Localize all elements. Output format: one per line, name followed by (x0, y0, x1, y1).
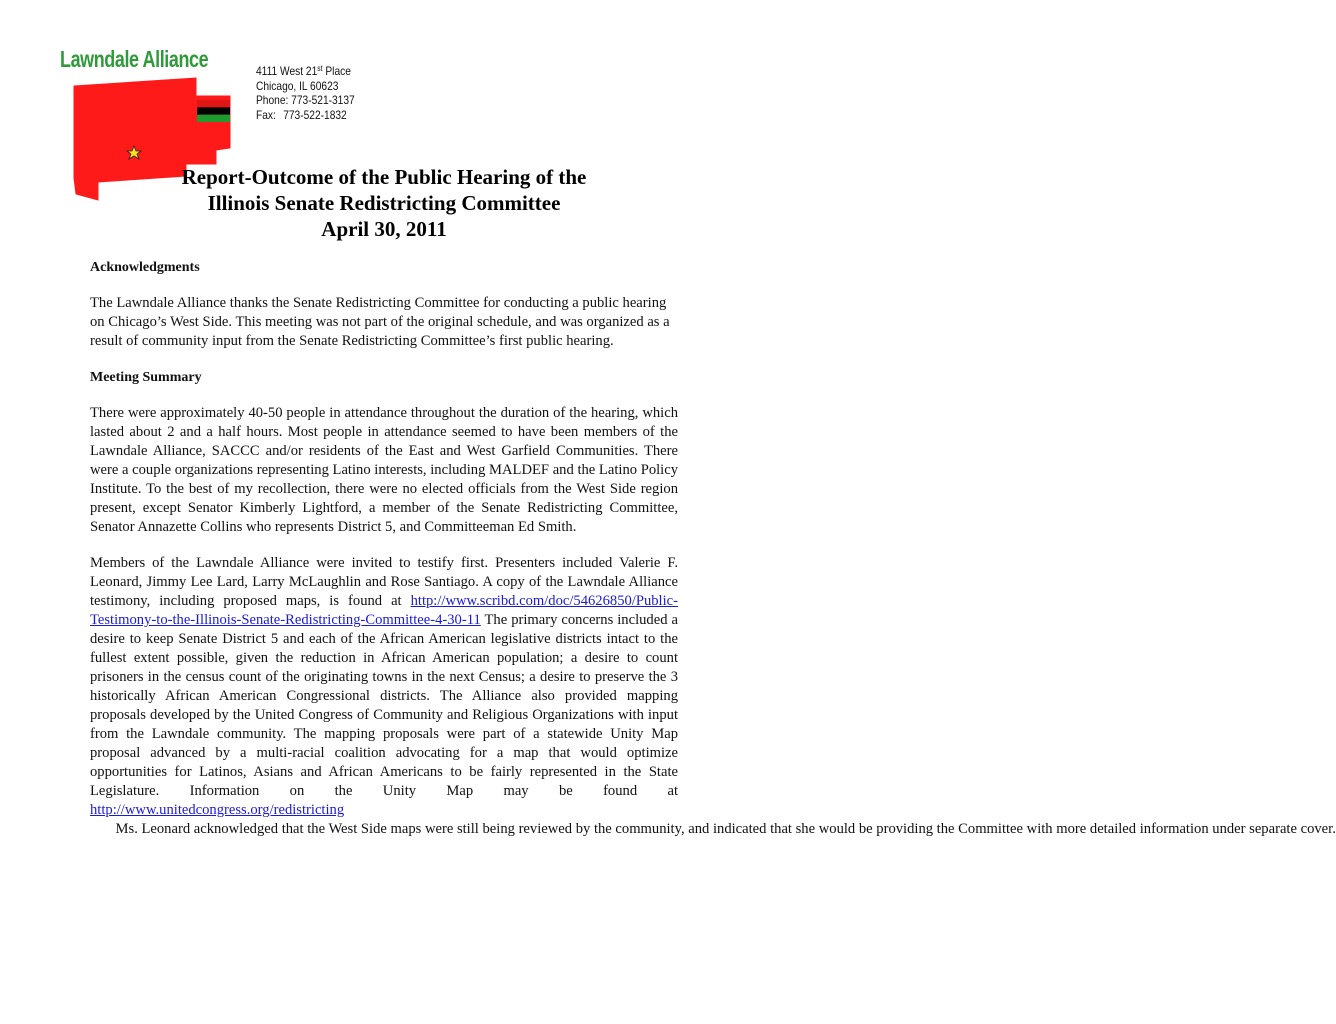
testimony-link[interactable]: http://www.scribd.com/doc/54626850/Public-Testimony-to-the-Illinois-Senate-Redistricting-Committee-4-30-11 (90, 593, 678, 628)
summary-paragraph-2: Members of the Lawndale Alliance were invited to testify first. Presenters included Valerie F. Leonard, Jimmy Lee Lard, Larry McLaughlin and Rose Santiago. A copy of the Lawndale Alliance testimony, including proposed maps, is found at http://www.scribd.com/doc/54626850/Public-Testimony-to-the-Illinois-Senate-Redistricting-Committee-4-30-11 The primary concerns included a desire to keep Senate District 5 and each of the African American legislative districts intact to the fullest extent possible, given the reduction in African American population; a desire to count prisoners in the census count of the originating towns in the next Census; a desire to preserve the 3 historically African American Congressional districts. The Alliance also provided mapping proposals developed by the United Congress of Community and Religious Organizations with input from the Lawndale community. The mapping proposals were part of a statewide Unity Map proposal advanced by a multi-racial coalition advocating for a map that would optimize opportunities for Latinos, Asians and African Americans to be fairly represented in the State Legislature. Information on the Unity Map may be found at http://www.unitedcongress.org/redistricting Ms. Leonard acknowledged that the West Side maps were still being reviewed by the community, and indicated that she would be providing the Committee with more detailed information under separate cover. (90, 555, 1336, 837)
address-block (256, 62, 355, 122)
unity-map-link[interactable]: http://www.unitedcongress.org/redistricting (90, 802, 345, 818)
pan-african-flag-icon (197, 100, 230, 122)
org-logo (60, 46, 240, 156)
title-line-1: Report-Outcome of the Public Hearing of the (181, 165, 587, 189)
address-phone: Phone: 773-521-3137 (256, 93, 355, 107)
acknowledgments-paragraph: The Lawndale Alliance thanks the Senate Redistricting Committee for conducting a public hearing on Chicago’s West Side. This meeting was not part of the original schedule, and was organized as a result of community input from the Senate Redistricting Committee’s first public hearing. (90, 295, 670, 349)
meeting-summary-heading: Meeting Summary (90, 370, 202, 385)
title-date: April 30, 2011 (321, 217, 447, 241)
document-body (90, 258, 1336, 856)
acknowledgments-heading: Acknowledgments (90, 260, 200, 275)
summary-paragraph-1: There were approximately 40-50 people in attendance throughout the duration of the hearing, which lasted about 2 and a half hours. Most people in attendance seemed to have been members of the Lawndale Alliance, SACCC and/or residents of the East and West Garfield Communities. There were a couple organizations representing Latino interests, including MALDEF and the Latino Policy Institute. To the best of my recollection, there were no elected officials from the West Side region present, except Senator Kimberly Lightford, a member of the Senate Redistricting Committee, Senator Annazette Collins who represents District 5, and Committeeman Ed Smith. (90, 405, 678, 535)
address-fax: Fax: 773-522-1832 (256, 107, 347, 122)
org-name: Lawndale Alliance (60, 46, 209, 72)
title-line-2: Illinois Senate Redistricting Committee (207, 191, 561, 215)
address-street: 4111 West 21st Place (256, 64, 351, 78)
document-title (0, 164, 768, 242)
address-city: Chicago, IL 60623 (256, 78, 339, 93)
